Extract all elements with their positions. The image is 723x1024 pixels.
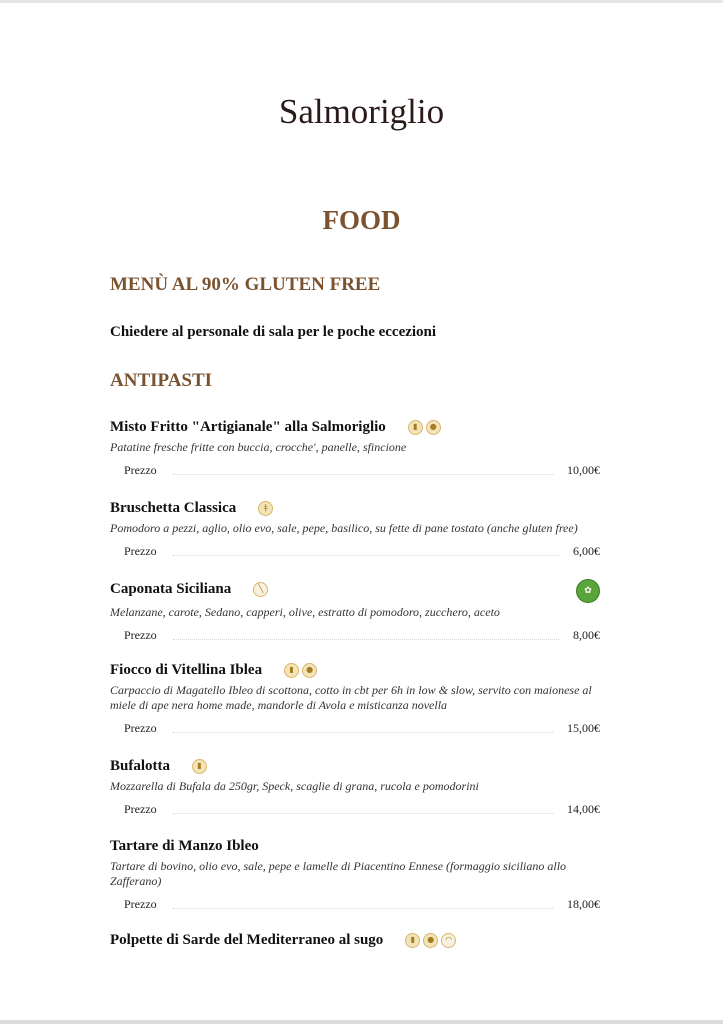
- dotted-leader: [173, 813, 553, 814]
- price-label: Prezzo: [124, 463, 157, 477]
- menu-item: [110, 836, 600, 912]
- allergen-milk-icon: ▮: [405, 933, 420, 948]
- price-label: Prezzo: [124, 544, 157, 558]
- item-description: Mozzarella di Bufala da 250gr, Speck, scaglie di grana, rucola e pomodorini: [110, 779, 479, 793]
- price-row: [110, 628, 600, 643]
- item-price: 10,00€: [567, 463, 600, 477]
- allergen-milk-icon: ▮: [408, 420, 423, 435]
- menu-item: [110, 417, 600, 478]
- item-description: Carpaccio di Magatello Ibleo di scottona, cotto in cbt per 6h in low & slow, servito con maionese al miele di ape nera home made, mandorle di Avola e misticanza novella: [110, 683, 592, 712]
- price-label: Prezzo: [124, 897, 157, 911]
- allergen-milk-icon: ▮: [192, 759, 207, 774]
- price-label: Prezzo: [124, 802, 157, 816]
- menu-item: [110, 930, 600, 950]
- item-name: Bufalotta: [110, 757, 170, 774]
- price-row: [110, 802, 600, 817]
- price-row: [110, 721, 600, 736]
- allergen-milk-icon: ▮: [284, 663, 299, 678]
- allergen-fish-icon: ◠: [441, 933, 456, 948]
- dotted-leader: [173, 555, 559, 556]
- item-name: Misto Fritto "Artigianale" alla Salmoriglio: [110, 418, 386, 435]
- item-name: Fiocco di Vitellina Iblea: [110, 661, 263, 678]
- menu-heading: MENÙ AL 90% GLUTEN FREE: [110, 274, 381, 295]
- item-price: 6,00€: [573, 544, 600, 558]
- price-label: Prezzo: [124, 628, 157, 642]
- bottom-border: [0, 1020, 723, 1024]
- item-price: 8,00€: [573, 628, 600, 642]
- price-row: [110, 897, 600, 912]
- item-name: Polpette di Sarde del Mediterraneo al sugo: [110, 931, 384, 948]
- price-row: [110, 463, 600, 478]
- vegan-badge-icon: ✿: [576, 579, 600, 603]
- menu-item: [110, 756, 600, 817]
- allergen-celery-icon: ╲: [253, 582, 268, 597]
- item-price: 18,00€: [567, 897, 600, 911]
- menu-item: [110, 498, 600, 559]
- item-description: Tartare di bovino, olio evo, sale, pepe e lamelle di Piacentino Ennese (formaggio siciliano allo Zafferano): [110, 859, 567, 888]
- category-heading: ANTIPASTI: [110, 370, 213, 391]
- menu-item: [110, 660, 600, 736]
- allergen-egg-icon: ●: [302, 663, 317, 678]
- price-row: [110, 544, 600, 559]
- item-name: Bruschetta Classica: [110, 499, 237, 516]
- restaurant-name: Salmoriglio: [278, 92, 445, 131]
- item-name: Caponata Siciliana: [110, 580, 232, 597]
- dotted-leader: [173, 639, 559, 640]
- item-price: 14,00€: [567, 802, 600, 816]
- section-title: FOOD: [322, 205, 401, 235]
- allergen-egg-icon: ●: [423, 933, 438, 948]
- dotted-leader: [173, 474, 553, 475]
- dotted-leader: [173, 732, 553, 733]
- allergen-gluten-icon: ǂ: [258, 501, 273, 516]
- item-description: Patatine fresche fritte con buccia, crocche', panelle, sfincione: [110, 440, 407, 454]
- allergen-egg-icon: ●: [426, 420, 441, 435]
- item-description: Melanzane, carote, Sedano, capperi, olive, estratto di pomodoro, zucchero, aceto: [110, 605, 500, 619]
- item-price: 15,00€: [567, 721, 600, 735]
- item-description: Pomodoro a pezzi, aglio, olio evo, sale, pepe, basilico, su fette di pane tostato (anche gluten free): [110, 521, 578, 535]
- menu-item: [110, 579, 600, 643]
- price-label: Prezzo: [124, 721, 157, 735]
- dotted-leader: [173, 908, 553, 909]
- menu-note: Chiedere al personale di sala per le poche eccezioni: [110, 324, 437, 340]
- item-name: Tartare di Manzo Ibleo: [110, 837, 259, 854]
